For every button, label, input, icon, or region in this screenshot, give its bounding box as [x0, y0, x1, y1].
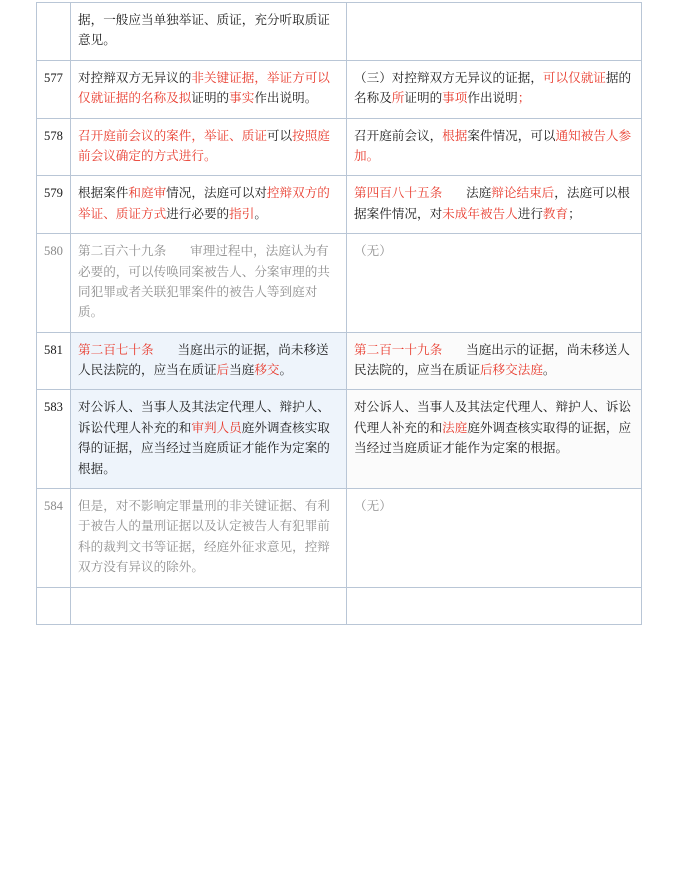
- tail-cell: [71, 587, 347, 624]
- old-provision-cell: [71, 234, 347, 333]
- revised-text: 按照: [292, 128, 318, 143]
- row-number: 584: [37, 489, 71, 588]
- revised-text: ；: [517, 91, 531, 106]
- body-text: 进行必要的: [166, 206, 230, 221]
- body-text: 当庭出示的证据，尚未移送人民法院的，应当在质证: [78, 342, 329, 378]
- old-provision-cell: [71, 332, 347, 390]
- revised-text: 所: [391, 91, 405, 106]
- body-text: 案件情况，可以: [467, 128, 556, 143]
- revised-text: 和庭审: [128, 186, 167, 201]
- body-text: 据，一般应当单独举证、质证，充分听: [78, 13, 293, 27]
- tail-cell: [37, 587, 71, 624]
- table-row: [37, 60, 642, 118]
- revised-text: 审判人员: [191, 420, 242, 435]
- deleted-text: （无）: [354, 244, 392, 259]
- body-text: 庭外调查核实取得的证据，应当经过当庭质证才能作为定案的根据。: [354, 420, 632, 456]
- table-row: [37, 118, 642, 176]
- body-text: 对控辩双方无异议的: [78, 70, 192, 85]
- body-text: 证明的: [191, 91, 230, 106]
- body-text: 对公诉人、当事人及其法定代理人、辩护人、诉讼代理人补充的和: [78, 400, 330, 435]
- old-provision-cell: [71, 390, 347, 489]
- deleted-text: （无）: [354, 499, 392, 514]
- revised-text: 可以仅就证: [542, 70, 606, 85]
- revised-text: 事实: [229, 91, 255, 106]
- body-text: 可以: [266, 128, 293, 143]
- new-provision-cell: [347, 118, 642, 176]
- old-provision-cell: [71, 60, 347, 118]
- old-provision-cell: [71, 176, 347, 234]
- revised-text: 案件，举证、质证: [166, 128, 267, 143]
- revised-text: 根据: [442, 128, 468, 143]
- row-number: [37, 3, 71, 61]
- revised-text: 会议的: [128, 128, 167, 143]
- body-text: 根据案件: [78, 186, 129, 201]
- revised-text: 后: [216, 363, 230, 378]
- comparison-table: [36, 2, 642, 625]
- revised-text: 教育: [542, 206, 569, 221]
- revised-text: 移交: [254, 363, 280, 378]
- body-text: 。: [542, 363, 556, 378]
- revised-text: 辩论结束后: [491, 186, 555, 201]
- body-text: 召开庭前会议，: [354, 128, 443, 143]
- table-tail-row: [37, 587, 642, 624]
- row-number: 577: [37, 60, 71, 118]
- new-provision-cell: [347, 60, 642, 118]
- deleted-text: 审理过程中，法庭认为有必要的，可以传唤同案被告人、分案审理的共同犯罪或者关联犯罪案件的被告人等到庭对质。: [78, 244, 330, 320]
- revised-text: 第二百一十九条: [354, 342, 443, 357]
- row-number: 579: [37, 176, 71, 234]
- old-provision-cell: [71, 3, 347, 61]
- revised-text: 控辩双方的举证、质证方式: [78, 186, 330, 221]
- revised-text: 第四百八十五条: [354, 186, 443, 201]
- revised-text: 未成年被告人: [442, 206, 518, 221]
- body-text: 证明的: [404, 91, 443, 106]
- new-provision-cell: [347, 176, 642, 234]
- deleted-text: 第二百六十九条: [78, 244, 167, 259]
- body-text: 据的名称及: [354, 70, 632, 106]
- revised-text: 庭前会议确定的方式进行。: [78, 128, 330, 163]
- table-row: [37, 3, 642, 61]
- body-text: 当庭: [229, 363, 255, 378]
- new-provision-cell: [347, 3, 642, 61]
- body-text: 当庭出示的证据，尚未移送人民法院的，应当在质证: [354, 342, 630, 378]
- row-number: 583: [37, 390, 71, 489]
- revised-text: 事项: [442, 91, 468, 106]
- row-number: 578: [37, 118, 71, 176]
- body-text: 取质证意见。: [78, 13, 330, 48]
- body-text: 作出说明: [467, 91, 518, 106]
- body-text: （三）对控辩双方无异议的证据，: [354, 70, 543, 85]
- body-text: 进行: [517, 206, 543, 221]
- table-row: [37, 390, 642, 489]
- revised-text: 召开庭前: [78, 128, 129, 143]
- new-provision-cell: [347, 489, 642, 588]
- revised-text: 后移交法庭: [479, 363, 543, 378]
- revised-text: 指引: [229, 206, 255, 221]
- table-row: [37, 332, 642, 390]
- new-provision-cell: [347, 234, 642, 333]
- body-text: 。: [279, 363, 293, 378]
- table-row: [37, 234, 642, 333]
- row-number: 581: [37, 332, 71, 390]
- table-row: [37, 489, 642, 588]
- table-body: [37, 3, 642, 625]
- new-provision-cell: [347, 332, 642, 390]
- deleted-text: 但是，对不影响定罪量刑的非关键证据、有利于被告人的量刑证据以及认定被告人有犯罪前科的裁判文书等证据，经庭外征求意见，控辩双方没有异议的除外。: [78, 499, 330, 575]
- revised-text: 法庭: [442, 420, 468, 435]
- body-text: ，法庭可以根据案件情况，对: [354, 186, 630, 221]
- new-provision-cell: [347, 390, 642, 489]
- body-text: 法庭: [466, 186, 492, 201]
- revised-text: 非关键证据，举证方可以仅就证据的名称及拟: [78, 70, 330, 106]
- body-text: 对公诉人、当事人及其法定代理人、辩护人、诉讼代理人补充的和: [354, 400, 632, 435]
- body-text: 情况，法庭可以对: [166, 186, 267, 201]
- row-number: 580: [37, 234, 71, 333]
- tail-cell: [347, 587, 642, 624]
- table-row: [37, 176, 642, 234]
- revised-text: 通知被告人参加。: [354, 128, 632, 163]
- old-provision-cell: [71, 118, 347, 176]
- body-text: 作出说明。: [254, 91, 318, 106]
- body-text: 庭外调查核实取得的证据，应当经过当庭质证才能作为定案的根据。: [78, 420, 330, 476]
- old-provision-cell: [71, 489, 347, 588]
- body-text: ；: [568, 206, 581, 221]
- revised-text: 第二百七十条: [78, 342, 154, 357]
- body-text: 。: [254, 206, 267, 221]
